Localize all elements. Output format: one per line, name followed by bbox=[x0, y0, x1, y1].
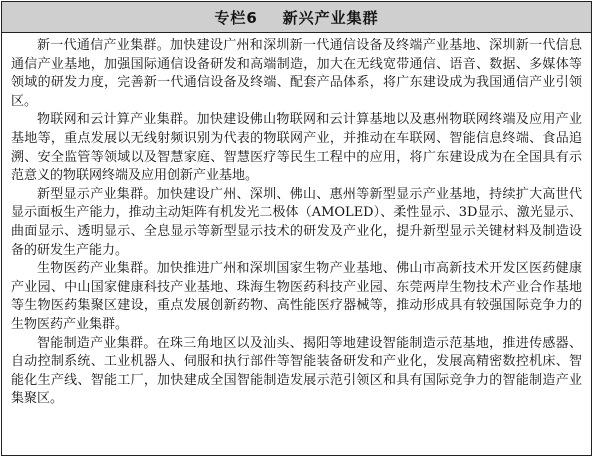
paragraph-iot-cloud: 物联网和云计算产业集群。加快建设佛山物联网和云计算基地以及惠州物联网终端及应用产业基地等，重点发展以无线射频识别为代表的物联网产业，并推动在车联网、智能信息终端、食品追溯、安全监管等领域以及智慧家庭、智慧医疗等民生工程中的应用，将广东建设成为在全国具有示范意义的物联网终端及应用创新产业基地。 bbox=[11, 112, 582, 184]
paragraph-smart-manufacturing: 智能制造产业集群。在珠三角地区以及汕头、揭阳等地建设智能制造示范基地，推进传感器、自动控制系统、工业机器人、伺服和执行部件等智能装备研发和产业化，发展高精密数控机床、智能化生产线、智能工厂，加快建成全国智能制造发展示范引领区和具有国际竞争力的智能制造产业集聚区。 bbox=[11, 335, 582, 407]
paragraph-biomedicine: 生物医药产业集群。加快推进广州和深圳国家生物产业基地、佛山市高新技术开发区医药健康产业园、中山国家健康科技产业基地、珠海生物医药科技产业园、东莞两岸生物技术产业合作基地等生物医药集聚区建设，重点发展创新药物、高性能医疗器械等，推动形成具有较强国际竞争力的生物医药产业集群。 bbox=[11, 261, 582, 332]
column-box bbox=[1, 1, 592, 456]
column-body bbox=[2, 33, 591, 409]
column-title: 专栏6 新兴产业集群 bbox=[2, 2, 591, 33]
paragraph-communication: 新一代通信产业集群。加快建设广州和深圳新一代通信设备及终端产业基地、深圳新一代信息通信产业基地，加强国际通信设备研发和高端制造，加大在无线宽带通信、语音、数据、多媒体等领域的研发力度，完善新一代通信设备及终端、配套产品体系，将广东建设成为我国通信产业引领区。 bbox=[11, 38, 582, 109]
paragraph-display: 新型显示产业集群。加快建设广州、深圳、佛山、惠州等新型显示产业基地，持续扩大高世代显示面板生产能力，推动主动矩阵有机发光二极体（AMOLED）、柔性显示、3D显示、激光显示、曲面显示、透明显示、全息显示等新型显示技术的研发及产业化，提升新型显示关键材料及制造设备的研发生产能力。 bbox=[11, 186, 582, 258]
